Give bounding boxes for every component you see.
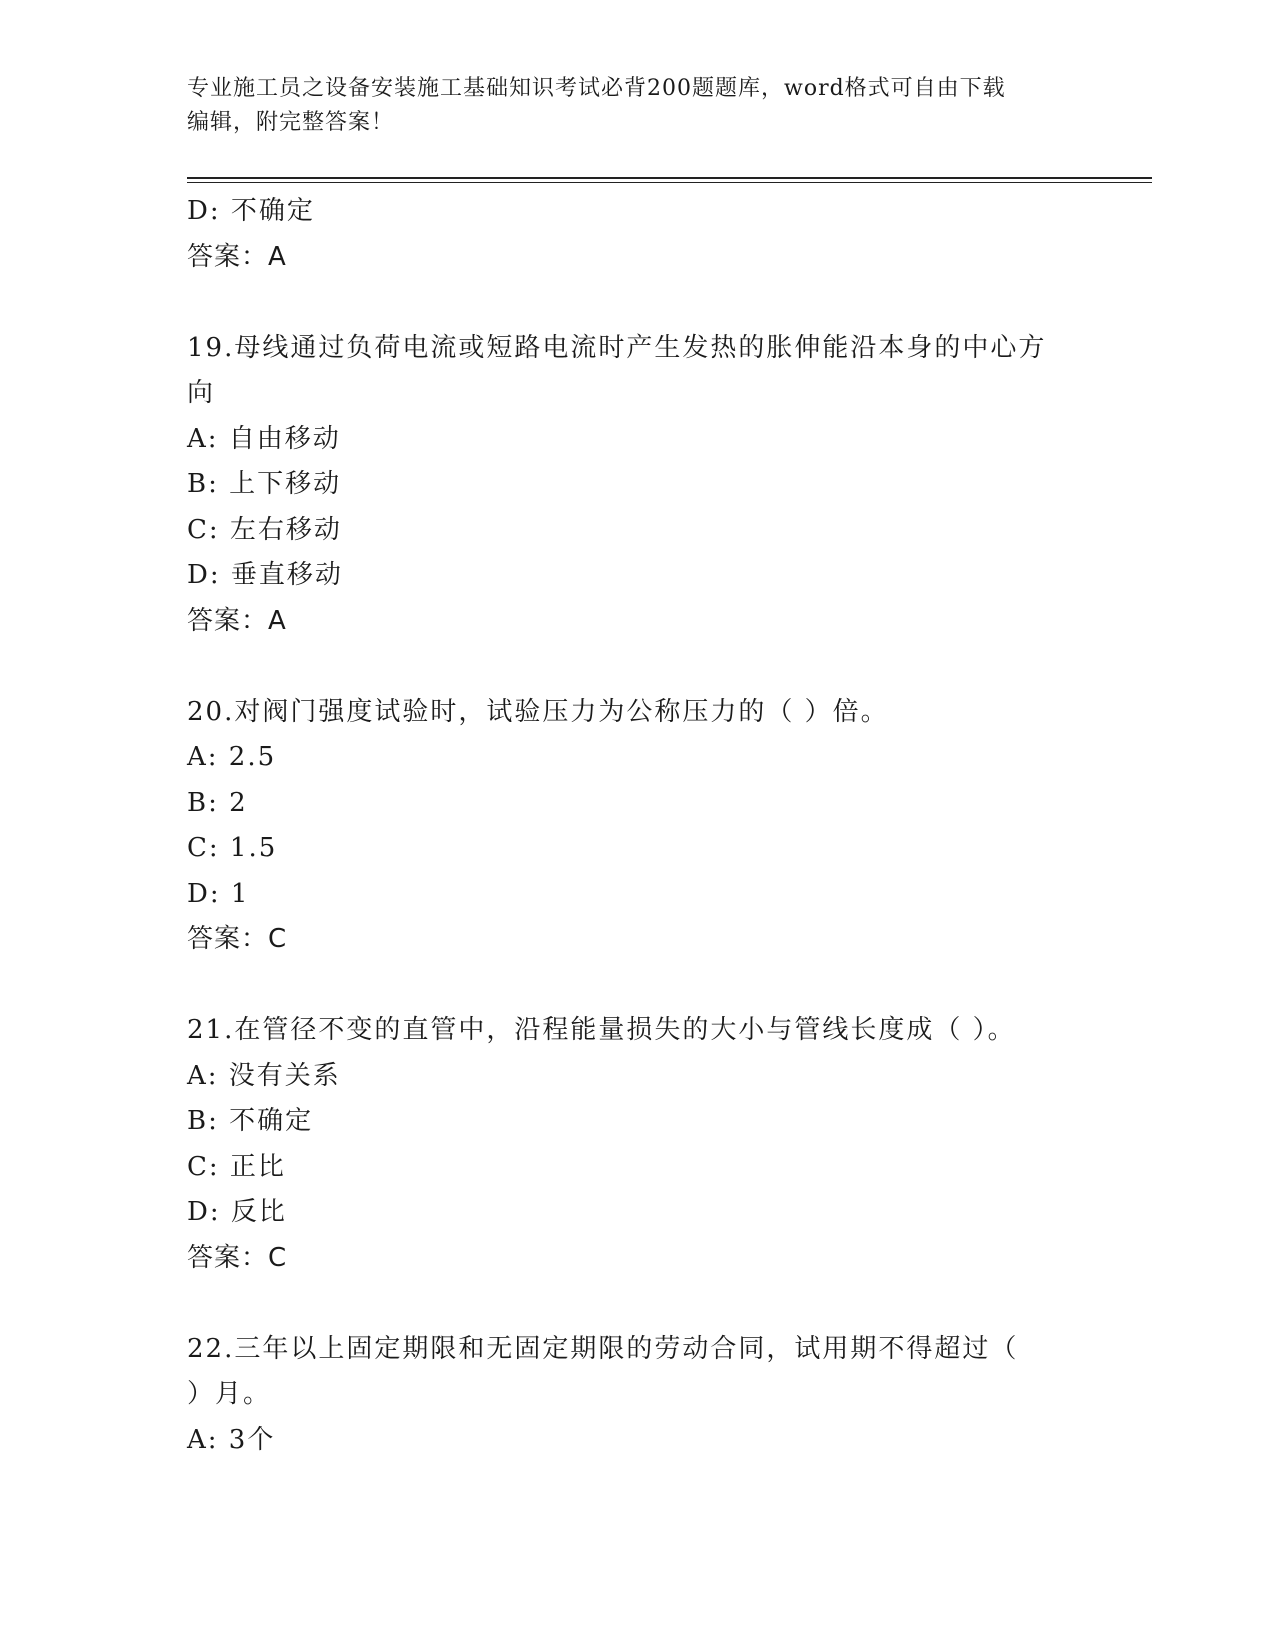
header-title-line-2: 编辑，附完整答案！ [187, 110, 395, 135]
question-stem: 19.母线通过负荷电流或短路电流时产生发热的胀伸能沿本身的中心方 [187, 332, 1047, 363]
question-stem-continued: 向 [187, 378, 216, 408]
question-stem-continued: ）月。 [187, 1379, 272, 1409]
previous-question-tail [187, 189, 1087, 280]
option-a: A: 2.5 [187, 742, 277, 772]
spacer [187, 963, 1087, 1009]
option-b: B: 上下移动 [187, 469, 342, 499]
answer-line: 答案：A [187, 605, 287, 636]
option-a: A: 3个 [187, 1424, 276, 1455]
question-list [187, 189, 1087, 1463]
option-a: A: 没有关系 [187, 1060, 341, 1091]
option-d: D: 垂直移动 [187, 560, 343, 590]
spacer [187, 644, 1087, 690]
header-title-line-1: 专业施工员之设备安装施工基础知识考试必背200题题库，word格式可自由下载 [187, 76, 1006, 101]
question-22 [187, 1327, 1087, 1464]
spacer [187, 280, 1087, 326]
option-d: D: 不确定 [187, 196, 315, 226]
question-20 [187, 690, 1087, 963]
answer-line: 答案：C [187, 924, 288, 954]
option-d: D: 1 [187, 878, 250, 909]
answer-line: 答案：A [187, 241, 287, 272]
document-header [187, 72, 1087, 140]
header-divider-thick [187, 177, 1152, 179]
option-c: C: 正比 [187, 1151, 286, 1182]
question-stem: 22.三年以上固定期限和无固定期限的劳动合同，试用期不得超过（ [187, 1333, 1019, 1364]
question-19 [187, 326, 1087, 645]
spacer [187, 1281, 1087, 1327]
option-b: B: 不确定 [187, 1106, 314, 1136]
option-c: C: 左右移动 [187, 514, 342, 545]
option-b: B: 2 [187, 787, 248, 818]
question-21 [187, 1008, 1087, 1281]
question-stem: 20.对阀门强度试验时，试验压力为公称压力的（ ）倍。 [187, 696, 889, 727]
option-a: A: 自由移动 [187, 423, 341, 454]
option-d: D: 反比 [187, 1197, 287, 1227]
answer-line: 答案：C [187, 1242, 288, 1273]
question-stem: 21.在管径不变的直管中，沿程能量损失的大小与管线长度成（ ）。 [187, 1015, 1016, 1045]
option-c: C: 1.5 [187, 833, 278, 863]
header-divider-thin [187, 182, 1152, 183]
